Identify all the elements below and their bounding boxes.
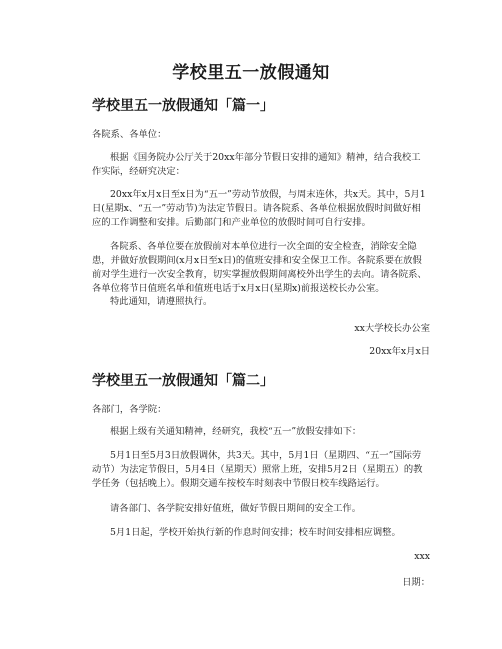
paragraph-1-4: 特此通知，请遵照执行。 xyxy=(110,296,213,307)
date-2: 日期： xyxy=(402,577,430,588)
date-1: 20xx年x月x日 xyxy=(369,346,430,357)
section-heading-2: 学校里五一放假通知「篇二」 xyxy=(92,373,274,389)
paragraph-1-3: 各院系、各单位要在放假前对本单位进行一次全面的安全检查，消除安全隐患，并做好放假期间(x月x日至x日)的值班安排和安全保卫工作。各院系要在放假前对学生进行一次安全教育，切实掌握放假期间离校外出学生的去向。请各院系、各单位将节日值班名单和值班电话于x月x日(星期x)前报送校长办公室。 xyxy=(92,241,427,294)
paragraph-2-3: 请各部门、各学院安排好值班，做好节假日期间的安全工作。 xyxy=(110,503,362,514)
paragraph-2-1: 根据上级有关通知精神，经研究，我校“五一”放假安排如下： xyxy=(110,426,362,437)
paragraph-2-4: 5月1日起，学校开始执行新的作息时间安排；校车时间安排相应调整。 xyxy=(110,527,401,538)
salutation-1: 各院系、各单位： xyxy=(92,129,167,140)
document-title: 学校里五一放假通知 xyxy=(172,63,330,83)
signer-1: xx大学校长办公室 xyxy=(354,323,430,334)
paragraph-2-2: 5月1日至5月3日放假调休，共3天。其中，5月1日（星期四、“五一”国际劳动节）为法定节假日，5月4日（星期天）照常上班，安排5月2日（星期五）的教学任务（包括晚上）。假期交通车按校车时刻表中节假日校车线路运行。 xyxy=(92,450,423,489)
paragraph-1-2: 20xx年x月x日至x日为“五一”劳动节放假，与周末连休，共x天。其中，5月1日(星期x、“五一”劳动节)为法定节假日。请各院系、各单位根据放假时间做好相应的工作调整和安排。后勤部门和产业单位的放假时间可自行安排。 xyxy=(92,189,426,228)
section-heading-1: 学校里五一放假通知「篇一」 xyxy=(92,98,274,114)
signer-2: xxx xyxy=(414,551,430,562)
paragraph-1-1: 根据《国务院办公厅关于20xx年部分节假日安排的通知》精神，结合我校工作实际，经研究决定： xyxy=(92,152,421,177)
salutation-2: 各部门，各学院： xyxy=(92,404,167,415)
